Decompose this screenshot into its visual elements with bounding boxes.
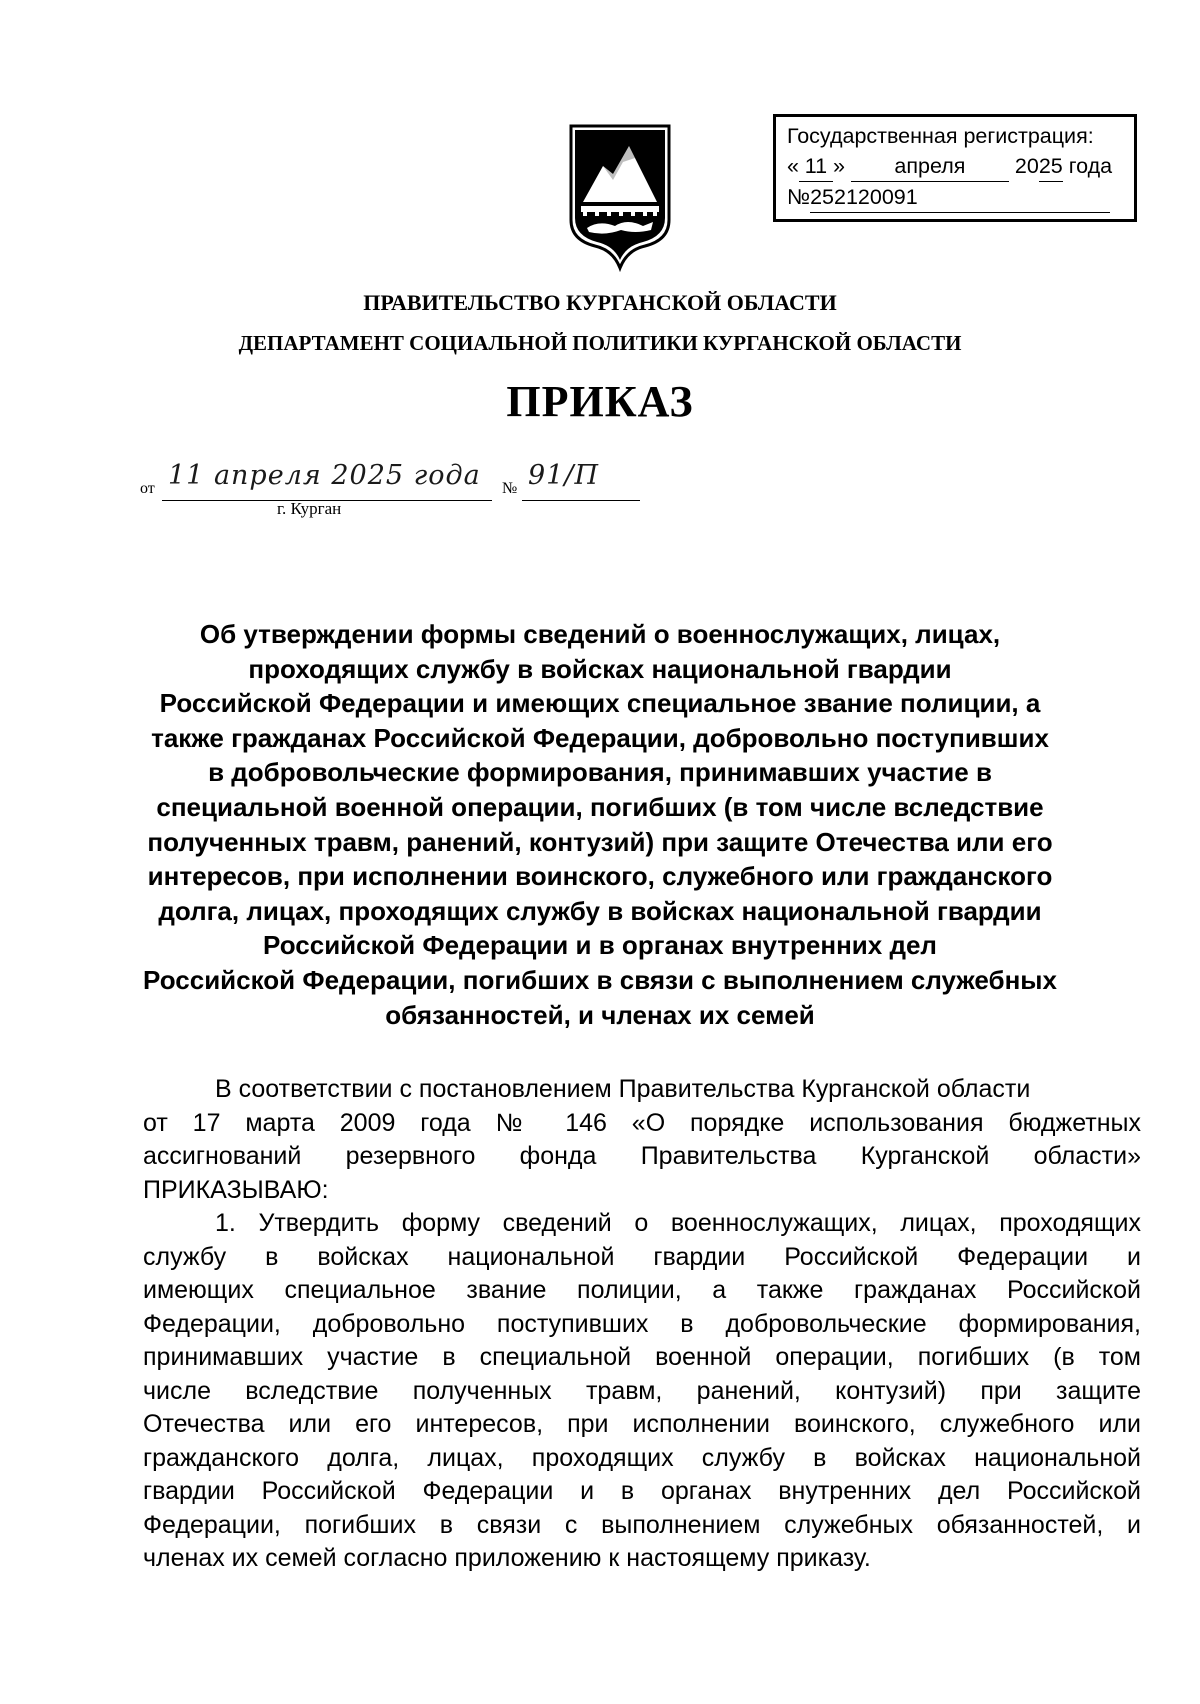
registration-year: 25 <box>1039 151 1063 182</box>
body-line: Федерации, погибших в связи с выполнением служебных обязанностей, и <box>143 1510 1141 1539</box>
body-line: ассигнований резервного фонда Правительства Курганской области» <box>143 1142 1141 1170</box>
title-line: Российской Федерации, погибших в связи с выполнением служебных <box>143 964 1057 995</box>
body-line: Федерации, добровольно поступивших в добровольческие формирования, <box>143 1309 1141 1338</box>
document-title <box>110 617 1090 1032</box>
department-heading: ДЕПАРТАМЕНТ СОЦИАЛЬНОЙ ПОЛИТИКИ КУРГАНСКОЙ ОБЛАСТИ <box>238 331 962 355</box>
registration-title: Государственная регистрация: <box>787 124 1094 148</box>
handwritten-number: 91/П <box>528 460 599 491</box>
title-line: в добровольческие формирования, принимавших участие в <box>208 757 992 788</box>
from-label: от <box>140 480 155 497</box>
body-line: 1. Утвердить форму сведений о военнослужащих, лицах, проходящих <box>215 1209 1141 1237</box>
document-type-heading: ПРИКАЗ <box>506 377 694 426</box>
title-line: Российской Федерации и в органах внутренних дел <box>263 930 937 961</box>
title-line: долга, лицах, проходящих службу в войсках национальной гвардии <box>158 895 1042 926</box>
title-line: полученных травм, ранений, контузий) при защите Отечества или его <box>147 826 1053 857</box>
handwritten-date: 11 апреля 2025 года <box>168 460 481 491</box>
number-label: № <box>502 480 518 497</box>
body-line: В соответствии с постановлением Правительства Курганской области <box>215 1075 1031 1103</box>
registration-day: 11 <box>799 151 833 182</box>
registration-stamp <box>773 114 1137 222</box>
number-underline <box>522 500 640 501</box>
document-body <box>143 1073 1141 1576</box>
body-line: числе вследствие полученных травм, ранений, контузий) при защите <box>143 1376 1141 1405</box>
title-line: Российской Федерации и имеющих специальное звание полиции, а <box>159 688 1041 719</box>
title-line: Об утверждении формы сведений о военнослужащих, лицах, <box>199 619 1001 649</box>
registration-number: 252120091 <box>810 182 1110 213</box>
title-line: интересов, при исполнении воинского, служебного или гражданского <box>147 861 1053 892</box>
body-line: от 17 марта 2009 года № 146 «О порядке использования бюджетных <box>143 1108 1141 1137</box>
registration-month: апреля <box>851 151 1009 182</box>
body-line: ПРИКАЗЫВАЮ: <box>143 1175 329 1204</box>
body-line: имеющих специальное звание полиции, а также гражданах Российской <box>143 1276 1141 1304</box>
title-line: обязанностей, и членах их семей <box>385 999 815 1030</box>
body-line: гвардии Российской Федерации и в органах внутренних дел Российской <box>143 1477 1141 1505</box>
body-line: принимавших участие в специальной военной операции, погибших (в том <box>143 1343 1141 1371</box>
title-line: проходящих службу в войсках национальной гвардии <box>248 653 952 684</box>
registration-number-row: №252120091 <box>787 182 1124 213</box>
city-label: г. Курган <box>277 499 342 518</box>
body-line: Отечества или его интересов, при исполнении воинского, служебного или <box>143 1410 1141 1438</box>
government-heading: ПРАВИТЕЛЬСТВО КУРГАНСКОЙ ОБЛАСТИ <box>363 290 837 315</box>
body-line: членах их семей согласно приложению к настоящему приказу. <box>143 1544 871 1572</box>
title-line: специальной военной операции, погибших (в том числе вследствие <box>156 791 1044 822</box>
coat-of-arms-emblem <box>565 122 675 272</box>
body-line: службу в войсках национальной гвардии Российской Федерации и <box>143 1242 1141 1271</box>
body-line: гражданского долга, лицах, проходящих службу в войсках национальной <box>143 1443 1141 1472</box>
title-line: также гражданах Российской Федерации, добровольно поступивших <box>151 722 1049 753</box>
registration-date-row: « 11 » апреля 2025 года <box>787 151 1124 182</box>
